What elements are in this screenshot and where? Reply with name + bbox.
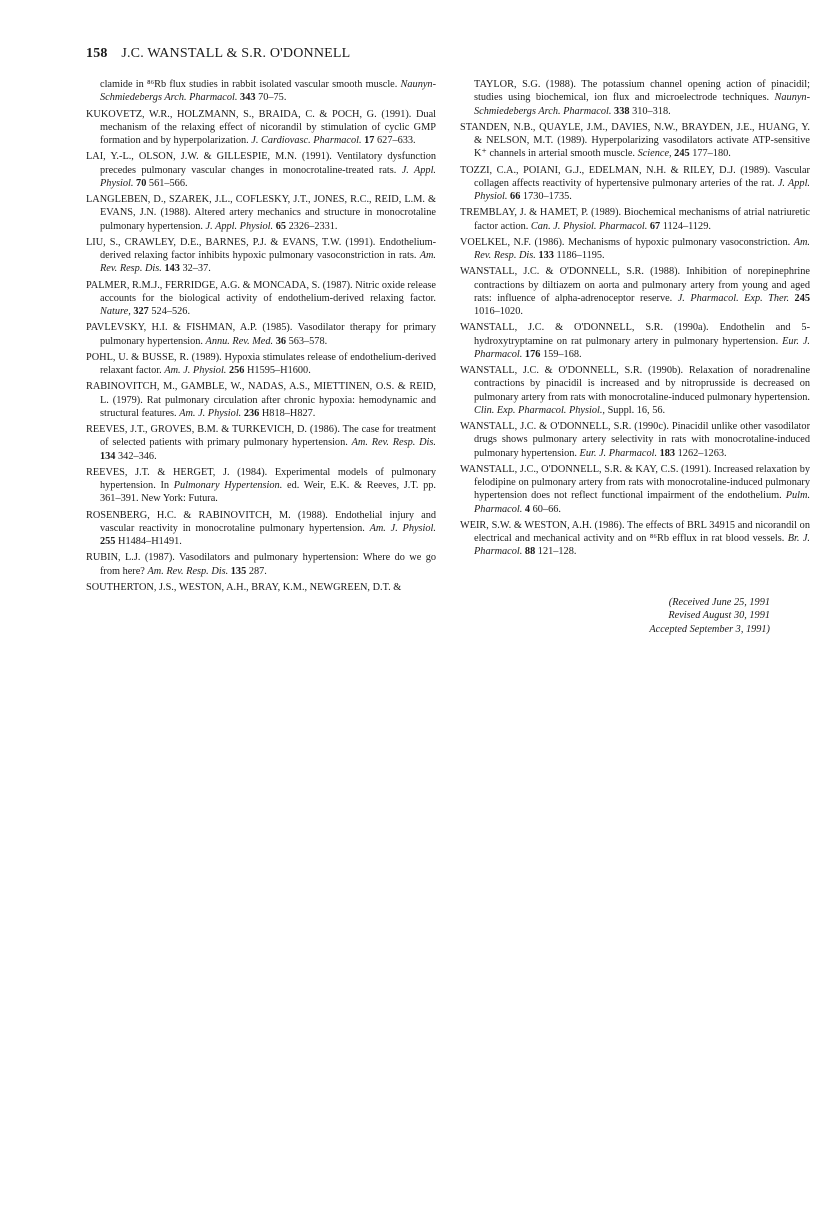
reference-volume: 245 xyxy=(674,148,690,160)
reference-pages: 1730–1735. xyxy=(522,191,572,202)
reference-volume: 343 xyxy=(240,92,256,104)
reference-title: Biochemical mechanisms of atrial natriuretic factor action. xyxy=(474,207,811,232)
reference-journal: Naunyn-Schmiedebergs Arch. Pharmacol. xyxy=(100,79,436,104)
reference-entry xyxy=(460,78,810,118)
reference-journal: Pulm. Pharmacol. xyxy=(474,490,811,515)
reference-pages: 70–75. xyxy=(258,92,287,104)
reference-authors: SOUTHERTON, J.S., WESTON, A.H., BRAY, K.M., NEWGREEN, D.T. & xyxy=(86,581,402,593)
reference-title: Endothelial injury and vascular reactivity in monocrotaline pulmonary hypertension. xyxy=(100,509,437,534)
revised-date: Revised August 30, 1991 xyxy=(668,610,770,622)
reference-volume: 236 xyxy=(243,407,260,419)
reference-journal: Pulmonary Hypertension. xyxy=(173,480,283,491)
reference-authors: LANGLEBEN, D., SZAREK, J.L., COFLESKY, J.T., JONES, R.C., REID, L.M. & EVANS, J.N. (1988). xyxy=(86,194,436,219)
reference-pages: 121–128. xyxy=(537,546,577,558)
page-number: 158 xyxy=(86,46,108,61)
reference-authors: WANSTALL, J.C. & O'DONNELL, S.R. (1990b). xyxy=(460,365,684,376)
reference-pages: 342–346. xyxy=(118,450,157,462)
reference-journal: J. Pharmacol. Exp. Ther. xyxy=(677,292,790,304)
reference-volume: 134 xyxy=(100,450,116,462)
reference-volume: 245 xyxy=(794,292,810,304)
reference-title: The effects of BRL 34915 and nicorandil on electrical and mechanical activity and on ⁸⁶Rb efflux in rat blood vessels. xyxy=(474,519,810,544)
reference-entry xyxy=(460,236,810,263)
reference-title: Endothelin and 5-hydroxytryptamine on rat pulmonary artery in pulmonary hypertension. xyxy=(474,322,811,347)
reference-authors: TREMBLAY, J. & HAMET, P. (1989). xyxy=(460,207,622,219)
reference-journal: Am. Rev. Resp. Dis. xyxy=(351,437,437,449)
reference-pages: 524–526. xyxy=(151,306,191,317)
reference-authors: RABINOVITCH, M., GAMBLE, W., NADAS, A.S., MIETTINEN, O.S. & REID, L. (1979). xyxy=(86,381,436,406)
right-reference-column xyxy=(460,78,810,562)
reference-volume: 327 xyxy=(133,306,149,317)
reference-journal: J. Appl. Physiol. xyxy=(205,220,274,232)
reference-title: Vasodilators and pulmonary hypertension: Where do we go from here? xyxy=(100,552,436,577)
reference-pages: 1016–1020. xyxy=(474,306,523,317)
reference-pages: 561–566. xyxy=(148,177,188,189)
reference-entry xyxy=(86,321,436,348)
reference-authors: STANDEN, N.B., QUAYLE, J.M., DAVIES, N.W., BRAYDEN, J.E., HUANG, Y. & NELSON, M.T. (1989). xyxy=(460,121,810,146)
reference-entry xyxy=(86,150,436,190)
reference-entry xyxy=(460,206,810,233)
reference-pages: 287. xyxy=(248,565,267,577)
reference-pages: 177–180. xyxy=(692,148,731,160)
received-date: (Received June 25, 1991 xyxy=(668,597,770,608)
reference-pages: 310–318. xyxy=(632,105,671,117)
reference-title: Vasodilator therapy for primary pulmonary hypertension. xyxy=(100,322,436,347)
reference-authors: REEVES, J.T., GROVES, B.M. & TURKEVICH, D. (1986). xyxy=(86,424,340,435)
reference-pages: H1595–H1600. xyxy=(247,365,311,376)
reference-pages: 60–66. xyxy=(532,503,561,515)
reference-journal: Nature, xyxy=(100,306,131,317)
reference-entry xyxy=(460,321,810,361)
reference-volume: 66 xyxy=(510,191,521,202)
reference-journal: Naunyn-Schmiedebergs Arch. Pharmacol. xyxy=(474,92,810,117)
reference-entry xyxy=(86,279,436,319)
reference-journal: Am. J. Physiol. xyxy=(369,522,436,534)
reference-pages: 159–168. xyxy=(542,348,582,360)
reference-entry xyxy=(86,551,436,578)
reference-entry xyxy=(86,581,436,594)
reference-title: Dual mechanism of the relaxing effect of nicorandil by stimulation of cyclic GMP formation and by hyperpolarization. xyxy=(100,108,436,146)
reference-volume: 143 xyxy=(164,263,180,275)
reference-volume: 183 xyxy=(659,447,676,459)
reference-authors: WEIR, S.W. & WESTON, A.H. (1986). xyxy=(460,519,625,531)
reference-entry xyxy=(86,351,436,378)
reference-journal: Am. Rev. Resp. Dis. xyxy=(147,565,229,577)
reference-pages: 1186–1195. xyxy=(556,250,605,261)
reference-title: Altered artery mechanics and structure in monocrotaline pulmonary hypertension. xyxy=(100,207,436,232)
reference-authors: LIU, S., CRAWLEY, D.E., BARNES, P.J. & EVANS, T.W. (1991). xyxy=(86,236,376,248)
header-authors: J.C. WANSTALL & S.R. O'DONNELL xyxy=(121,46,351,61)
reference-pages: ed. Weir, E.K. & Reeves, J.T. pp. 361–391. New York: Futura. xyxy=(100,480,436,505)
reference-journal: Annu. Rev. Med. xyxy=(205,335,274,347)
reference-volume: 133 xyxy=(538,250,554,261)
reference-title: Rat pulmonary circulation after chronic hypoxia: hemodynamic and structural features. xyxy=(100,394,437,419)
reference-title: Hyperpolarizing vasodilators activate ATP-sensitive K⁺ channels in arterial smooth muscle. xyxy=(474,135,811,160)
reference-volume: 67 xyxy=(649,220,661,232)
reference-journal: Am. Rev. Resp. Dis. xyxy=(474,236,811,261)
reference-title: Inhibition of norepinephrine contractions by diltiazem on aorta and pulmonary artery from young and aged rats: influence of alpha-adrenoceptor reserve. xyxy=(474,266,810,304)
reference-authors: KUKOVETZ, W.R., HOLZMANN, S., BRAIDA, C. & POCH, G. (1991). xyxy=(86,108,412,120)
reference-pages: 32–37. xyxy=(182,263,211,275)
reference-pages: Suppl. 16, 56. xyxy=(607,404,666,416)
accepted-date: Accepted September 3, 1991) xyxy=(649,623,770,635)
reference-entry xyxy=(460,121,810,161)
reference-authors: TOZZI, C.A., POIANI, G.J., EDELMAN, N.H. & RILEY, D.J. (1989). xyxy=(460,164,771,176)
reference-entry xyxy=(86,108,436,148)
reference-journal: Eur. J. Pharmacol. xyxy=(474,335,810,360)
reference-journal: Eur. J. Pharmacol. xyxy=(579,447,658,459)
reference-volume: 256 xyxy=(228,365,245,376)
reference-entry xyxy=(86,236,436,276)
reference-volume: 255 xyxy=(100,536,116,547)
reference-volume: 4 xyxy=(524,503,531,515)
reference-pages: H818–H827. xyxy=(261,407,316,419)
reference-authors: WANSTALL, J.C., O'DONNELL, S.R. & KAY, C.S. (1991). xyxy=(460,463,712,475)
reference-pages: 627–633. xyxy=(377,135,416,146)
reference-title: Pinacidil unlike other vasodilator drugs shows pulmonary artery selectivity in rats with monocrotaline-induced pulmonary hypertension. xyxy=(474,421,810,459)
reference-pages: 563–578. xyxy=(288,335,328,347)
reference-title: Experimental models of pulmonary hypertension. In xyxy=(100,466,437,491)
reference-entry xyxy=(86,423,436,463)
reference-journal: Clin. Exp. Pharmacol. Physiol., xyxy=(474,404,605,416)
reference-title: clamide in ⁸⁶Rb flux studies in rabbit isolated vascular smooth muscle. xyxy=(100,79,398,90)
reference-journal: Am. Rev. Resp. Dis. xyxy=(100,250,436,275)
reference-authors: RUBIN, L.J. (1987). xyxy=(86,552,175,564)
reference-journal: Can. J. Physiol. Pharmacol. xyxy=(530,220,648,232)
reference-authors: PAVLEVSKY, H.I. & FISHMAN, A.P. (1985). xyxy=(86,322,293,334)
reference-entry xyxy=(86,78,436,105)
left-reference-column xyxy=(86,78,436,597)
reference-entry xyxy=(460,265,810,318)
reference-authors: WANSTALL, J.C. & O'DONNELL, S.R. (1988). xyxy=(460,266,681,278)
reference-authors: TAYLOR, S.G. (1988). xyxy=(474,79,576,90)
reference-title: Vascular collagen affects reactivity of hypertensive pulmonary arteries of the rat. xyxy=(474,164,810,189)
reference-authors: REEVES, J.T. & HERGET, J. (1984). xyxy=(86,466,268,478)
reference-volume: 70 xyxy=(136,177,147,189)
reference-entry xyxy=(86,509,436,549)
reference-title: Endothelium-derived relaxing factor inhibits hypoxic pulmonary vasoconstriction in rats. xyxy=(100,236,437,261)
reference-title: Nitric oxide release accounts for the biological activity of endothelium-derived relaxing factor. xyxy=(100,279,436,304)
reference-pages: H1484–H1491. xyxy=(118,536,182,547)
reference-authors: VOELKEL, N.F. (1986). xyxy=(460,236,565,248)
reference-volume: 36 xyxy=(275,335,286,347)
reference-volume: 88 xyxy=(524,546,536,558)
reference-volume: 176 xyxy=(524,348,541,360)
reference-title: The case for treatment of selected patients with primary pulmonary hypertension. xyxy=(100,424,436,449)
reference-journal: J. Appl. Physiol. xyxy=(100,164,437,189)
reference-pages: 2326–2331. xyxy=(288,220,338,232)
reference-authors: POHL, U. & BUSSE, R. (1989). xyxy=(86,351,222,363)
reference-journal: Am. J. Physiol. xyxy=(179,407,242,419)
received-dates xyxy=(649,596,770,636)
reference-entry xyxy=(86,466,436,506)
reference-title: Hypoxia stimulates release of endothelium-derived relaxant factor. xyxy=(100,351,436,376)
reference-title: Relaxation of noradrenaline contractions by pinacidil is increased and by nitroprusside is decreased on pulmonary artery from rats with monocrotaline-induced pulmonary hypertension. xyxy=(474,365,811,403)
reference-authors: PALMER, R.M.J., FERRIDGE, A.G. & MONCADA, S. (1987). xyxy=(86,279,353,291)
reference-title: Increased relaxation by felodipine on pulmonary artery from rats with monocrotaline-induced pulmonary hypertension does not reflect functional impairment of the endothelium. xyxy=(474,463,810,502)
reference-authors: WANSTALL, J.C. & O'DONNELL, S.R. (1990c). xyxy=(460,421,669,432)
reference-title: Mechanisms of hypoxic pulmonary vasoconstriction. xyxy=(567,236,791,248)
reference-journal: Science, xyxy=(637,148,672,160)
reference-entry xyxy=(460,164,810,204)
reference-entry xyxy=(86,380,436,420)
reference-entry xyxy=(460,364,810,417)
reference-journal: Am. J. Physiol. xyxy=(164,365,227,376)
reference-entry xyxy=(460,519,810,559)
reference-title: Ventilatory dysfunction precedes pulmonary vascular changes in monocrotaline-treated rats. xyxy=(100,151,436,176)
reference-volume: 338 xyxy=(614,105,630,117)
reference-authors: WANSTALL, J.C. & O'DONNELL, S.R. (1990a). xyxy=(460,322,709,334)
reference-pages: 1262–1263. xyxy=(677,447,727,459)
reference-volume: 135 xyxy=(230,565,247,577)
reference-authors: LAI, Y.-L., OLSON, J.W. & GILLESPIE, M.N. (1991). xyxy=(86,151,332,163)
reference-journal: J. Cardiovasc. Pharmacol. xyxy=(251,135,362,146)
running-header xyxy=(86,46,350,62)
reference-volume: 65 xyxy=(275,220,286,232)
reference-journal: Br. J. Pharmacol. xyxy=(474,533,811,558)
reference-volume: 17 xyxy=(364,135,375,146)
reference-entry xyxy=(86,193,436,233)
reference-journal: J. Appl. Physiol. xyxy=(474,177,811,202)
reference-title: The potassium channel opening action of pinacidil; studies using biochemical, ion flux and microelectrode techniques. xyxy=(474,79,811,104)
reference-authors: ROSENBERG, H.C. & RABINOVITCH, M. (1988). xyxy=(86,509,328,521)
reference-pages: 1124–1129. xyxy=(662,220,711,232)
reference-entry xyxy=(460,463,810,516)
reference-entry xyxy=(460,420,810,460)
